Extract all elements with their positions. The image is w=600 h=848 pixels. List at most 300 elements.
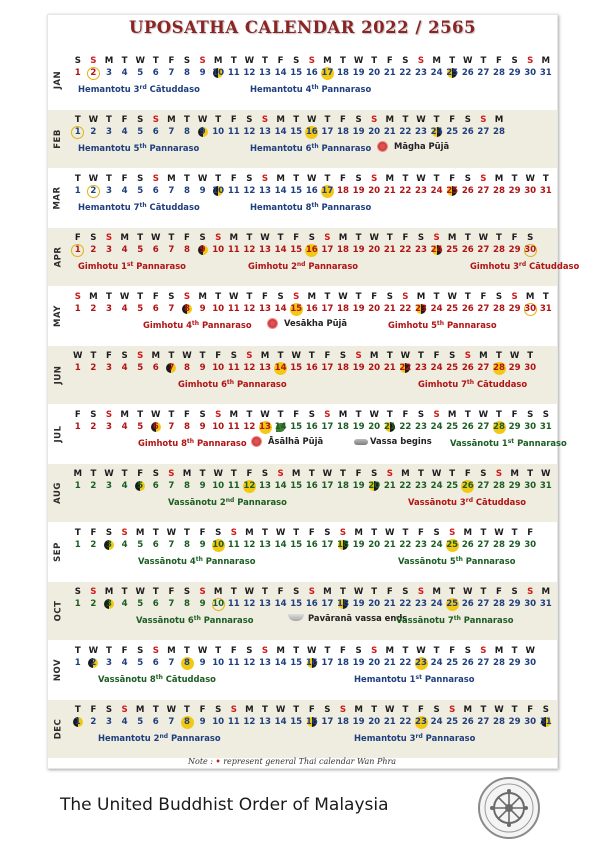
day-number: 26 (461, 363, 474, 373)
weekday-letter: F (230, 646, 237, 656)
day-number: 6 (152, 422, 159, 432)
day-number: 24 (430, 540, 443, 550)
flower-icon (268, 319, 277, 328)
day-number: 23 (415, 245, 427, 255)
note-type: Pannaraso (194, 438, 247, 448)
note-ordinal: th (155, 674, 163, 681)
day-number: 16 (305, 658, 318, 668)
day-number: 12 (243, 245, 256, 255)
weekday-letter: W (478, 233, 489, 243)
weekday-letter: F (418, 705, 424, 715)
weekday-letter: S (495, 469, 503, 479)
day-number: 6 (152, 363, 159, 373)
day-number: 29 (508, 540, 521, 550)
month-label (50, 346, 66, 404)
day-number: 11 (227, 127, 240, 137)
note-text: Pavāranā vassa ends (308, 613, 408, 623)
day-number: 5 (137, 186, 144, 196)
weekday-letter: M (182, 469, 192, 479)
day-number: 12 (243, 599, 256, 609)
weekday-letter: S (339, 528, 347, 538)
day-number: 4 (121, 481, 128, 491)
weekday-letter: T (511, 174, 518, 184)
weekday-letter: T (277, 233, 284, 243)
uposatha-note (308, 613, 407, 624)
weekday-letter: F (340, 646, 346, 656)
note-ordinal: th (193, 615, 201, 622)
weekday-letter: S (137, 646, 144, 656)
weekday-letter: S (261, 174, 269, 184)
note-ordinal: th (453, 615, 461, 622)
weekday-letter: T (340, 469, 346, 479)
day-number: 18 (337, 658, 349, 668)
weekday-letter: T (464, 410, 471, 420)
note-type: Cātuddaso (146, 84, 200, 94)
day-number: 16 (305, 481, 318, 491)
weekday-letter: T (106, 292, 112, 302)
weekday-letter: W (197, 115, 208, 125)
note-text: Gimhotu 2 (248, 261, 297, 271)
weekday-letter: F (74, 410, 81, 420)
note-ordinal: th (311, 143, 319, 150)
weekday-letter: T (184, 115, 190, 125)
weekday-letter: M (525, 292, 535, 302)
note-text: Hemantotu 1 (354, 674, 416, 684)
day-number: 15 (290, 186, 303, 196)
note-text: Vassānotu 4 (138, 556, 196, 566)
month-jan (48, 51, 557, 109)
month-label (50, 582, 66, 640)
day-number: 26 (461, 304, 474, 314)
day-number: 6 (152, 304, 159, 314)
weekday-letter: T (371, 705, 378, 715)
note-text: Hemantotu 5 (78, 143, 140, 153)
day-number: 14 (274, 717, 287, 727)
day-number: 18 (337, 599, 349, 609)
day-number: 1 (74, 127, 81, 137)
day-number: 27 (477, 186, 490, 196)
note-type: Pannaraso (234, 497, 287, 507)
day-number: 31 (539, 422, 552, 432)
weekday-letter: W (275, 528, 286, 538)
weekday-letter: S (449, 528, 456, 538)
month-nov (48, 641, 557, 699)
weekday-letter: M (385, 174, 395, 184)
day-number: 14 (274, 127, 287, 137)
weekday-letter: M (479, 351, 488, 361)
weekday-letter: S (542, 705, 549, 715)
day-number: 20 (368, 304, 381, 314)
uposatha-note (250, 82, 371, 93)
weekday-letter: T (293, 646, 300, 656)
weekday-letter: S (464, 174, 471, 184)
note-type: Pannaraso (460, 615, 514, 625)
weekday-letter: T (246, 292, 253, 302)
weekday-letter: W (229, 292, 239, 302)
day-number: 1 (74, 481, 81, 491)
day-number: 18 (337, 540, 349, 550)
day-number: 23 (415, 481, 427, 491)
weekday-letter: M (245, 528, 254, 538)
day-number: 30 (524, 304, 537, 314)
day-number: 28 (493, 304, 505, 314)
weekday-letter: T (542, 174, 549, 184)
month-label-text: JAN (53, 70, 64, 90)
day-number: 23 (415, 599, 427, 609)
weekday-letter: T (402, 528, 409, 538)
day-number: 26 (461, 540, 474, 550)
weekday-letter: T (308, 469, 315, 479)
day-number: 22 (399, 363, 412, 373)
weekday-letter: W (88, 115, 99, 125)
weekday-letter: S (402, 56, 409, 66)
weekday-letter: M (494, 646, 504, 656)
day-number: 22 (399, 304, 412, 314)
day-number: 22 (399, 186, 412, 196)
day-number: 13 (259, 540, 271, 550)
weekday-letter: T (402, 115, 409, 125)
weekday-letter: S (121, 705, 128, 715)
weekday-letter: W (197, 174, 208, 184)
day-number: 14 (274, 363, 287, 373)
weekday-letter: T (215, 646, 222, 656)
weekday-letter: S (324, 705, 331, 715)
weekday-letter: F (386, 56, 393, 66)
day-number: 29 (508, 363, 521, 373)
month-label-text: FEB (53, 129, 63, 149)
day-number: 1 (74, 363, 81, 373)
day-number: 12 (243, 363, 256, 373)
day-number: 25 (446, 422, 459, 432)
day-number: 17 (321, 127, 334, 137)
weekday-letter: W (525, 174, 535, 184)
uposatha-note (250, 141, 371, 152)
day-number: 4 (121, 127, 128, 137)
weekday-letter: T (293, 115, 300, 125)
uposatha-note (398, 554, 515, 565)
weekday-letter: S (137, 351, 144, 361)
weekday-letter: M (135, 705, 145, 715)
weekday-letter: T (293, 705, 300, 715)
day-number: 12 (243, 127, 256, 137)
weekday-letter: M (432, 56, 441, 66)
day-number: 1 (74, 599, 81, 609)
day-number: 8 (183, 186, 190, 196)
weekday-letter: W (307, 646, 317, 656)
day-number: 5 (137, 599, 144, 609)
note-ordinal: nd (159, 733, 169, 740)
day-number: 22 (399, 68, 412, 78)
day-number: 26 (461, 422, 474, 432)
note-ordinal: nd (225, 497, 235, 504)
weekday-letter: F (449, 646, 456, 656)
weekday-letter: W (431, 469, 442, 479)
day-number: 5 (137, 422, 144, 432)
month-label-text: MAR (53, 186, 63, 210)
weekday-letter: S (90, 233, 97, 243)
weekday-letter: S (105, 233, 113, 243)
day-number: 18 (337, 127, 349, 137)
note-type: Pannaraso (146, 143, 200, 153)
day-number: 9 (199, 363, 206, 373)
weekday-letter: M (151, 351, 161, 361)
weekday-letter: S (137, 115, 144, 125)
note-ordinal: th (311, 202, 319, 209)
day-number: 2 (90, 717, 97, 727)
day-number: 15 (290, 599, 303, 609)
note-ordinal: rd (139, 84, 147, 91)
uposatha-note (354, 672, 475, 683)
uposatha-note (78, 200, 200, 211)
day-number: 3 (105, 186, 112, 196)
weekday-letter: M (167, 174, 176, 184)
weekday-letter: W (447, 292, 457, 302)
note-type: Pannaraso (514, 438, 567, 448)
note-ordinal: rd (518, 261, 527, 268)
day-number: 21 (383, 658, 396, 668)
day-number: 23 (415, 658, 427, 668)
weekday-letter: S (261, 646, 269, 656)
day-number: 7 (168, 422, 175, 432)
weekday-letter: T (199, 351, 206, 361)
weekday-letter: S (464, 351, 471, 361)
weekday-letter: M (338, 410, 348, 420)
weekday-letter: M (354, 528, 363, 538)
day-number: 2 (90, 304, 97, 314)
weekday-letter: F (449, 174, 456, 184)
weekday-letter: F (215, 351, 222, 361)
note-ordinal: th (436, 320, 445, 327)
day-number: 7 (168, 245, 175, 255)
note-text: Gimhotu 8 (138, 438, 187, 448)
weekday-letter: S (527, 56, 534, 66)
weekday-letter: T (152, 56, 159, 66)
day-number: 19 (352, 422, 365, 432)
note-text: Vassānotu 1 (450, 438, 508, 448)
weekday-letter: T (215, 292, 222, 302)
note-text: Gimhotu 5 (388, 320, 437, 330)
note-type: Pannaraso (318, 143, 372, 153)
day-number: 20 (368, 540, 381, 550)
day-number: 10 (212, 304, 225, 314)
day-number: 6 (152, 481, 159, 491)
day-number: 23 (415, 363, 427, 373)
weekday-letter: M (213, 56, 223, 66)
day-number: 29 (508, 599, 521, 609)
day-number: 13 (259, 422, 271, 432)
day-number: 22 (399, 481, 412, 491)
note-ordinal: rd (415, 733, 423, 740)
weekday-letter: M (323, 587, 332, 597)
weekday-letter: M (104, 56, 114, 66)
day-number: 9 (199, 540, 206, 550)
weekday-letter: S (246, 174, 253, 184)
weekday-letter: F (340, 115, 346, 125)
day-number: 10 (212, 422, 225, 432)
weekday-letter: M (385, 646, 395, 656)
month-label-text: APR (53, 246, 64, 268)
day-number: 29 (508, 245, 521, 255)
weekday-letter: S (215, 233, 222, 243)
weekday-letter: M (213, 587, 223, 597)
day-number: 14 (274, 245, 287, 255)
weekday-letter: S (246, 351, 253, 361)
day-number: 3 (105, 422, 112, 432)
weekday-letter: F (340, 174, 346, 184)
day-number: 6 (152, 127, 159, 137)
day-number: 27 (477, 245, 490, 255)
weekday-letter: F (293, 233, 300, 243)
weekday-letter: W (291, 351, 301, 361)
weekday-letter: S (199, 233, 206, 243)
day-number: 11 (227, 245, 240, 255)
weekday-letter: T (137, 233, 144, 243)
weekday-letter: M (369, 351, 379, 361)
weekday-letter: W (119, 292, 130, 302)
weekday-letter: T (121, 469, 128, 479)
weekday-letter: T (74, 646, 81, 656)
day-number: 20 (368, 68, 381, 78)
weekday-letter: T (496, 351, 502, 361)
day-number: 15 (290, 540, 303, 550)
day-number: 9 (199, 717, 206, 727)
weekday-letter: S (215, 705, 222, 715)
day-number: 5 (137, 717, 144, 727)
day-number: 27 (477, 481, 490, 491)
uposatha-note (284, 318, 347, 329)
weekday-letter: W (338, 292, 348, 302)
day-number: 18 (337, 363, 349, 373)
uposatha-note (396, 613, 513, 624)
weekday-letter: T (418, 351, 424, 361)
weekday-letter: T (433, 115, 440, 125)
note-ordinal: st (507, 438, 515, 445)
note-text: Hemantotu 3 (354, 733, 416, 743)
day-number: 16 (305, 68, 318, 78)
day-number: 2 (90, 481, 97, 491)
uposatha-note (78, 82, 200, 93)
weekday-letter: W (104, 469, 114, 479)
note-ordinal: st (126, 261, 134, 268)
weekday-letter: F (402, 233, 409, 243)
weekday-letter: S (90, 56, 97, 66)
weekday-letter: W (166, 528, 177, 538)
day-number: 2 (90, 363, 97, 373)
day-number: 1 (74, 717, 81, 727)
day-number: 19 (352, 245, 365, 255)
weekday-letter: F (168, 587, 175, 597)
day-number: 18 (337, 304, 349, 314)
weekday-letter: W (385, 528, 395, 538)
weekday-letter: T (496, 233, 502, 243)
day-number: 10 (212, 481, 225, 491)
day-number: 11 (227, 481, 240, 491)
day-number: 28 (493, 540, 505, 550)
day-number: 14 (274, 186, 287, 196)
weekday-letter: T (152, 528, 159, 538)
weekday-letter: S (527, 233, 534, 243)
weekday-letter: S (215, 410, 222, 420)
weekday-letter: S (90, 410, 97, 420)
month-label (50, 169, 66, 227)
month-label-text: SEP (53, 542, 64, 562)
month-jul (48, 405, 567, 463)
day-number: 10 (212, 245, 225, 255)
uposatha-note (98, 731, 221, 742)
day-number: 28 (493, 186, 505, 196)
weekday-letter: M (541, 587, 551, 597)
weekday-letter: T (480, 587, 487, 597)
day-number: 27 (477, 599, 490, 609)
day-number: 6 (152, 540, 159, 550)
day-number: 7 (168, 127, 175, 137)
day-number: 2 (90, 245, 97, 255)
weekday-letter: M (416, 292, 426, 302)
note-text: Vesākha Pūjā (284, 318, 348, 328)
day-number: 5 (137, 481, 144, 491)
day-number: 25 (446, 481, 459, 491)
day-number: 30 (524, 717, 537, 727)
weekday-letter: S (433, 528, 440, 538)
note-text: Āsālhā Pūjā (268, 436, 324, 446)
weekday-letter: S (105, 528, 113, 538)
day-number: 13 (259, 481, 271, 491)
weekday-letter: T (262, 587, 268, 597)
weekday-letter: T (184, 528, 190, 538)
weekday-letter: S (542, 410, 549, 420)
day-number: 3 (105, 68, 112, 78)
weekday-letter: S (199, 56, 206, 66)
weekday-letter: F (386, 587, 393, 597)
note-text: Gimhotu 6 (178, 379, 227, 389)
weekday-letter: S (355, 351, 362, 361)
day-number: 1 (74, 540, 81, 550)
weekday-letter: T (496, 410, 502, 420)
day-number: 6 (152, 658, 159, 668)
weekday-letter: F (496, 587, 502, 597)
day-number: 17 (321, 363, 334, 373)
weekday-letter: F (137, 469, 144, 479)
weekday-letter: F (168, 56, 175, 66)
day-number: 30 (524, 68, 537, 78)
day-number: 30 (524, 186, 537, 196)
day-number: 18 (337, 422, 349, 432)
day-number: 5 (137, 540, 144, 550)
weekday-letter: T (215, 115, 222, 125)
day-number: 27 (477, 422, 490, 432)
day-number: 21 (383, 481, 396, 491)
day-number: 16 (305, 127, 318, 137)
weekday-letter: M (307, 292, 317, 302)
weekday-letter: S (308, 56, 315, 66)
uposatha-note (138, 554, 255, 565)
day-number: 22 (399, 658, 412, 668)
weekday-letter: T (324, 292, 331, 302)
day-number: 16 (305, 540, 318, 550)
day-number: 8 (183, 658, 190, 668)
day-number: 4 (121, 599, 128, 609)
weekday-letter: S (417, 587, 425, 597)
weekday-letter: T (324, 174, 331, 184)
weekday-letter: M (73, 469, 83, 479)
weekday-letter: T (184, 705, 190, 715)
day-number: 4 (121, 658, 128, 668)
weekday-letter: S (386, 292, 393, 302)
day-number: 30 (524, 540, 537, 550)
day-number: 23 (415, 717, 427, 727)
day-number: 8 (183, 599, 190, 609)
footnote-text: represent general Thai calendar Wan Phra (220, 757, 397, 766)
